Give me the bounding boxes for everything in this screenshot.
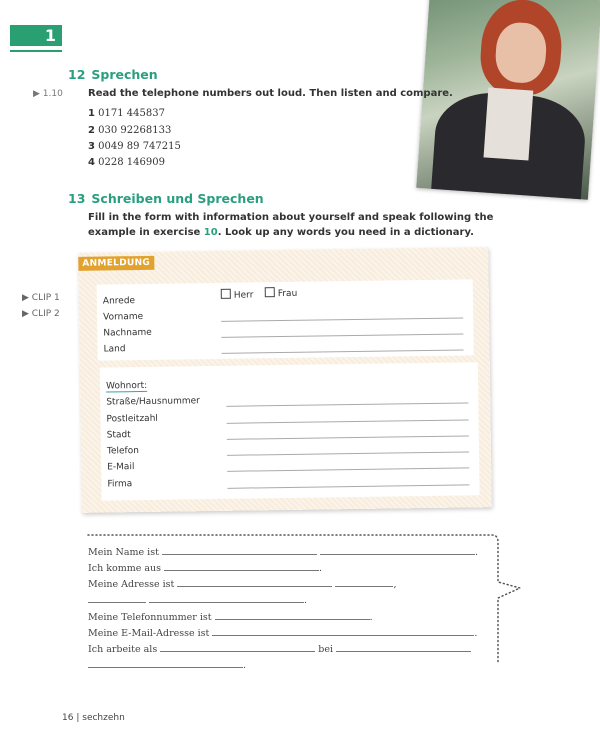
sentence-email: Meine E-Mail-Adresse ist .: [88, 628, 478, 639]
sentence-text: Mein Name ist: [88, 547, 159, 558]
sentence-name: Mein Name ist .: [88, 547, 478, 558]
audio-track[interactable]: [33, 89, 63, 99]
sentence-work-cont: .: [88, 659, 246, 671]
vorname-input[interactable]: [221, 318, 463, 322]
sentence-work: [88, 643, 471, 655]
option-label: Frau: [277, 288, 298, 300]
item-number: 1: [88, 108, 95, 119]
instruction-text: . Look up any words you need in a dictionary.: [217, 227, 474, 238]
herr-option[interactable]: [221, 288, 254, 300]
stadt-input[interactable]: [227, 435, 469, 439]
clip-label: CLIP 2: [31, 309, 60, 319]
strasse-input[interactable]: [226, 402, 468, 406]
chapter-underline: [10, 50, 62, 52]
play-icon: ▶: [22, 293, 32, 303]
page-number-word: sechzehn: [82, 713, 125, 723]
sentence-text: Ich arbeite als: [88, 644, 158, 655]
page-footer: [62, 713, 125, 723]
item-number: 3: [88, 141, 95, 152]
exercise-title: Schreiben und Sprechen: [91, 191, 264, 206]
sentence-text: Meine Telefonnummer ist: [88, 612, 212, 623]
checkbox[interactable]: [221, 289, 231, 299]
field-label: E-Mail: [107, 462, 135, 473]
field-label: Firma: [107, 479, 133, 490]
blank-input[interactable]: [215, 611, 370, 620]
exercise-13-instruction-line1: Fill in the form with information about yourself and speak following the: [88, 212, 494, 223]
sentence-text: Meine Adresse ist: [88, 579, 175, 590]
sentence-text: bei: [318, 644, 334, 655]
exercise-number: 13: [68, 191, 86, 206]
registration-form-card: [78, 247, 492, 513]
item-number: 2: [88, 125, 95, 136]
woman-with-phone-photo: [416, 0, 600, 200]
firma-input[interactable]: [227, 484, 469, 488]
frau-option[interactable]: [265, 287, 298, 299]
blank-input[interactable]: [88, 659, 243, 668]
exercise-title: Sprechen: [91, 67, 158, 82]
page-number: 16: [62, 713, 74, 723]
phone-item: [88, 157, 165, 168]
instruction-text: example in exercise: [88, 227, 204, 238]
sentence-text: Meine E-Mail-Adresse ist: [88, 628, 210, 639]
blank-input[interactable]: [177, 578, 332, 587]
form-title: ANMELDUNG: [78, 256, 154, 271]
separator: |: [76, 713, 80, 723]
play-icon: ▶: [22, 309, 32, 319]
phone-item: [88, 141, 181, 152]
video-clip-2[interactable]: [22, 309, 60, 319]
sentence-address-cont: .: [88, 594, 307, 606]
exercise-12-heading: [68, 67, 158, 82]
blank-input[interactable]: [212, 627, 474, 636]
telefon-input[interactable]: [227, 451, 469, 455]
audio-track-label: 1.10: [42, 89, 63, 99]
personal-section: [97, 279, 474, 360]
blank-input[interactable]: [162, 546, 317, 555]
exercise-12-instruction: Read the telephone numbers out loud. Then listen and compare.: [88, 88, 453, 99]
phone-number: 0049 89 747215: [98, 141, 181, 152]
nachname-input[interactable]: [221, 334, 463, 338]
blank-input[interactable]: [149, 594, 304, 603]
blank-input[interactable]: [335, 578, 393, 587]
blank-input[interactable]: [336, 643, 471, 652]
field-label: Telefon: [106, 446, 139, 457]
exercise-13-heading: [68, 191, 264, 206]
sentence-origin: Ich komme aus .: [88, 563, 323, 574]
phone-item: [88, 108, 165, 119]
photo-shirt: [484, 88, 534, 161]
blank-input[interactable]: [164, 562, 319, 571]
exercise-reference: 10: [203, 227, 218, 238]
sentence-text: Ich komme aus: [88, 563, 162, 574]
item-number: 4: [88, 157, 95, 168]
exercise-number: 12: [68, 67, 86, 82]
field-label: Stadt: [106, 430, 131, 441]
phone-number: 0171 445837: [98, 108, 165, 119]
plz-input[interactable]: [227, 419, 469, 423]
clip-label: CLIP 1: [31, 293, 60, 303]
field-label: Vorname: [103, 311, 144, 323]
blank-input[interactable]: [88, 594, 146, 603]
play-icon: ▶: [33, 89, 43, 99]
exercise-13-instruction-line2: [88, 227, 474, 238]
chapter-tab: 1: [10, 25, 62, 46]
field-label: Land: [103, 344, 126, 355]
phone-number: 030 92268133: [98, 125, 172, 136]
video-clip-1[interactable]: [22, 293, 60, 303]
address-section: [100, 362, 480, 500]
phone-number: 0228 146909: [98, 157, 165, 168]
option-label: Herr: [233, 290, 254, 301]
section-label: Wohnort:: [106, 380, 148, 392]
email-input[interactable]: [227, 467, 469, 471]
sentence-address: Meine Adresse ist ,: [88, 579, 397, 590]
land-input[interactable]: [222, 350, 464, 354]
field-label: Nachname: [103, 327, 152, 339]
field-label: Anrede: [102, 296, 136, 307]
field-label: Postleitzahl: [106, 413, 158, 425]
sentence-phone: Meine Telefonnummer ist .: [88, 612, 373, 623]
blank-input[interactable]: [160, 643, 315, 652]
checkbox[interactable]: [265, 287, 275, 297]
phone-item: [88, 125, 171, 136]
field-label: Straße/Hausnummer: [106, 396, 200, 408]
blank-input[interactable]: [320, 546, 475, 555]
